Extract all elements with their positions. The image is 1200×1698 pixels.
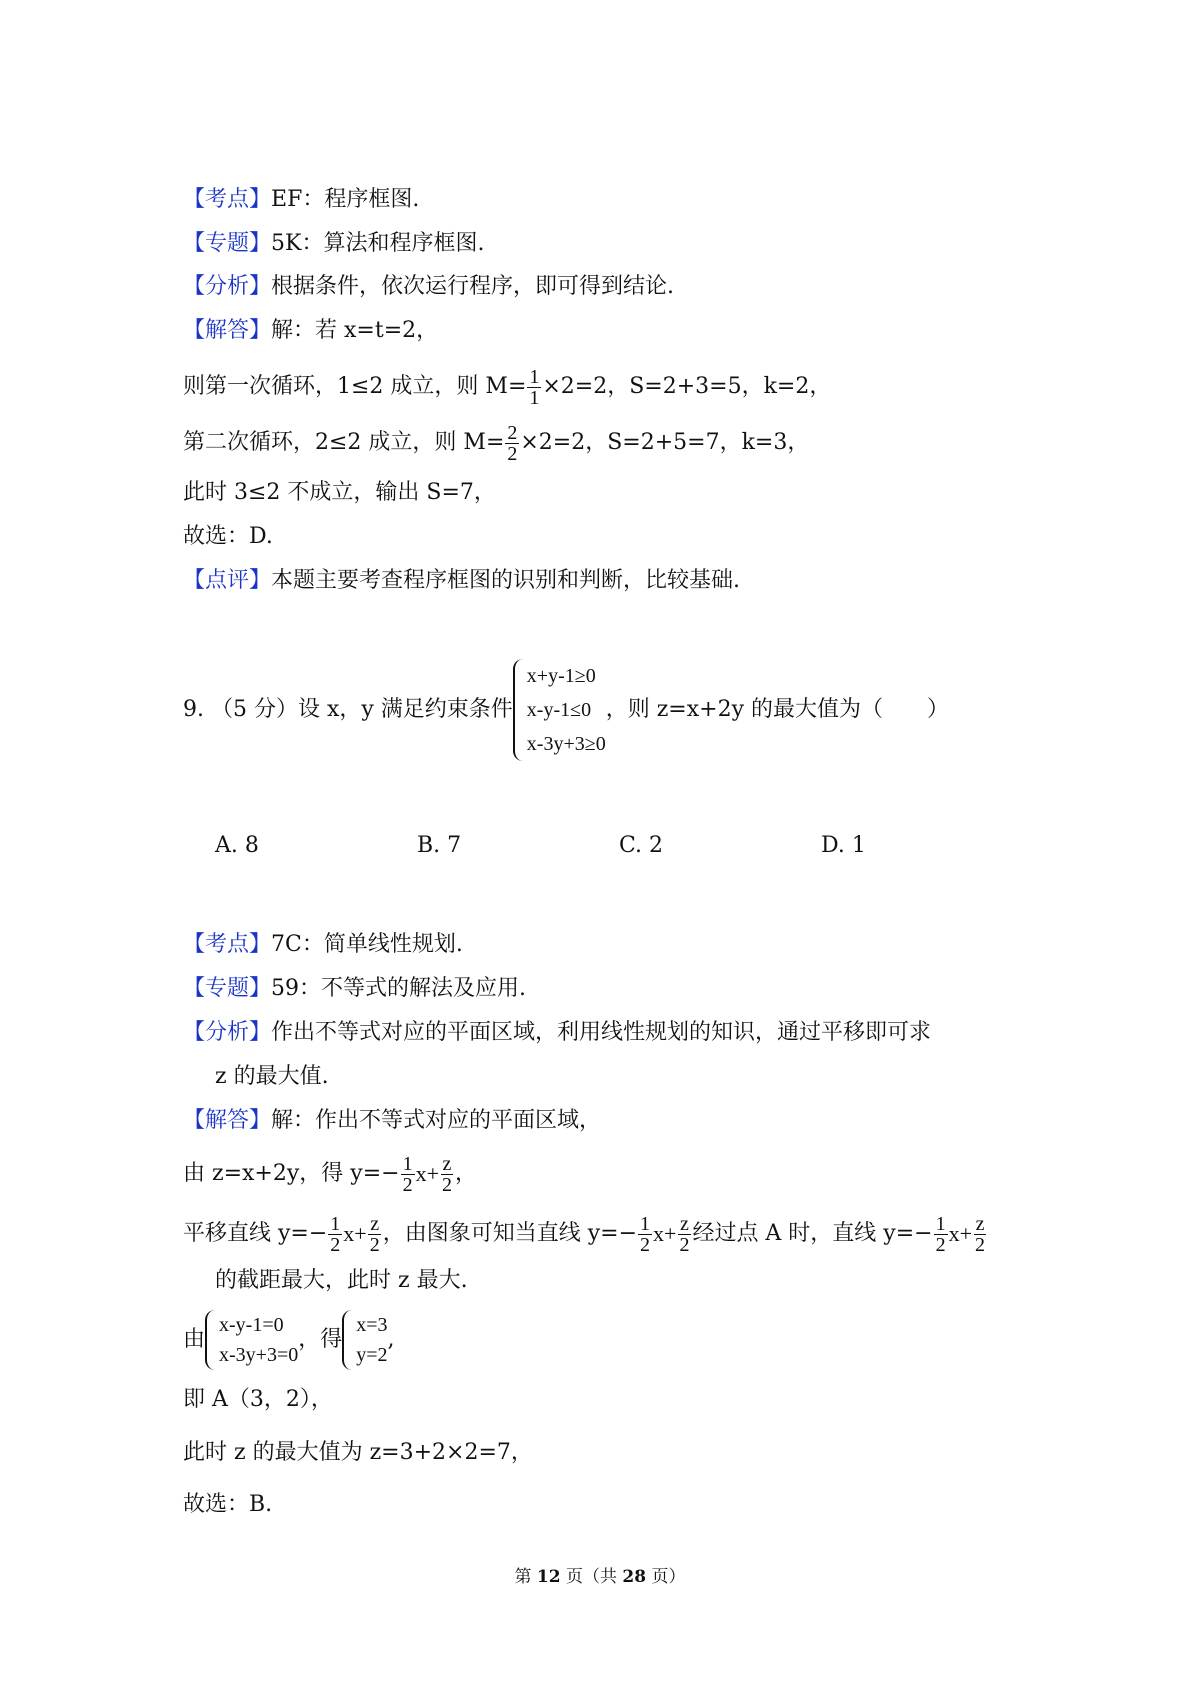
prev-answer: 故选：D.	[183, 524, 273, 549]
brace	[205, 1310, 215, 1370]
fraction: $\frac{z}{2}$	[679, 1212, 690, 1256]
fraction: $\frac{z}{2}$	[369, 1212, 380, 1256]
tag-zhuanti: 【专题】	[183, 231, 272, 256]
fraction: $\frac{1}{2}$	[402, 1152, 413, 1196]
page-number: 12	[536, 1567, 561, 1587]
q9-line1: 由 z=x+2y，得 y=− $\frac{1}{2}$ x+ $\frac{z}{2}$ ，	[183, 1152, 478, 1196]
q9-fenxi-cont: z 的最大值.	[215, 1064, 329, 1089]
q9-zhuanti: 【专题】 59：不等式的解法及应用.	[183, 974, 526, 1004]
option-b: B. 7	[417, 833, 462, 858]
q9-line3: 的截距最大，此时 z 最大.	[215, 1268, 468, 1293]
fraction: $\frac{1}{2}$	[935, 1212, 946, 1256]
prev-kaodian: 【考点】 EF：程序框图.	[183, 185, 419, 215]
fraction: $\frac{z}{2}$	[442, 1152, 452, 1196]
equation-system: x-y-1=0 x-3y+3=0	[205, 1310, 298, 1370]
q9-fenxi: 【分析】 作出不等式对应的平面区域，利用线性规划的知识，通过平移即可求	[183, 1018, 931, 1048]
answer-options	[215, 833, 1023, 858]
tag-dianping: 【点评】	[183, 568, 272, 593]
q9-kaodian: 【考点】 7C：简单线性规划.	[183, 930, 463, 960]
prev-step1: 则第一次循环，1≤2 成立，则 M= $\frac{1}{1}$ ×2=2，S=2+3=5，k=2，	[183, 365, 832, 409]
tag-jieda: 【解答】	[183, 1108, 272, 1133]
brace	[342, 1310, 352, 1370]
constraint-system: x+y-1≥0 x-y-1≤0 x-3y+3≥0	[513, 659, 606, 761]
brace	[513, 659, 523, 761]
tag-fenxi: 【分析】	[183, 274, 272, 299]
prev-zhuanti: 【专题】 5K：算法和程序框图.	[183, 229, 484, 259]
fraction: $\frac{1}{2}$	[330, 1212, 341, 1256]
option-d: D. 1	[821, 833, 866, 858]
q9-line6: 此时 z 的最大值为 z=3+2×2=7，	[183, 1440, 533, 1465]
prev-fenxi: 【分析】 根据条件，依次运行程序，即可得到结论.	[183, 272, 674, 302]
q9-stem: 9. （5 分）设 x，y 满足约束条件 x+y-1≥0 x-y-1≤0 x-3y+3≥0 ，则 z=x+2y 的最大值为（ ）	[183, 658, 949, 762]
q9-line2: 平移直线 y=− $\frac{1}{2}$ x+ $\frac{z}{2}$ ，由图象可知当直线 y=− $\frac{1}{2}$ x+ $\frac{z}{2}$ 经过点 A 时，直线 y=− $\frac{1}{2}$ x+ $\frac{z}{2}$	[183, 1212, 986, 1256]
tag-kaodian: 【考点】	[183, 932, 272, 957]
tag-kaodian: 【考点】	[183, 187, 272, 212]
fraction: $\frac{z}{2}$	[975, 1212, 986, 1256]
prev-dianping: 【点评】 本题主要考查程序框图的识别和判断，比较基础.	[183, 566, 740, 596]
tag-zhuanti: 【专题】	[183, 976, 272, 1001]
tag-jieda: 【解答】	[183, 318, 272, 343]
prev-step2: 第二次循环，2≤2 成立，则 M= $\frac{2}{2}$ ×2=2，S=2+5=7，k=3，	[183, 421, 810, 465]
q9-line4: 由 x-y-1=0 x-3y+3=0 ，得 x=3 y=2 ,	[183, 1304, 395, 1376]
tag-fenxi: 【分析】	[183, 1020, 272, 1045]
prev-jieda: 【解答】 解：若 x=t=2，	[183, 316, 438, 346]
solution-system: x=3 y=2	[342, 1310, 387, 1370]
prev-step3: 此时 3≤2 不成立，输出 S=7，	[183, 480, 496, 505]
fraction: $\frac{1}{2}$	[640, 1212, 651, 1256]
q9-jieda: 【解答】 解：作出不等式对应的平面区域，	[183, 1106, 601, 1136]
page-total: 28	[622, 1567, 647, 1587]
fraction: $\frac{1}{1}$	[529, 365, 540, 409]
q9-line5: 即 A（3，2），	[183, 1387, 333, 1412]
page-footer: 第 12 页（共 28 页）	[514, 1567, 686, 1587]
fraction: $\frac{2}{2}$	[507, 421, 518, 465]
option-c: C. 2	[619, 833, 664, 858]
q9-answer: 故选：B.	[183, 1492, 273, 1517]
option-a: A. 8	[215, 833, 259, 858]
